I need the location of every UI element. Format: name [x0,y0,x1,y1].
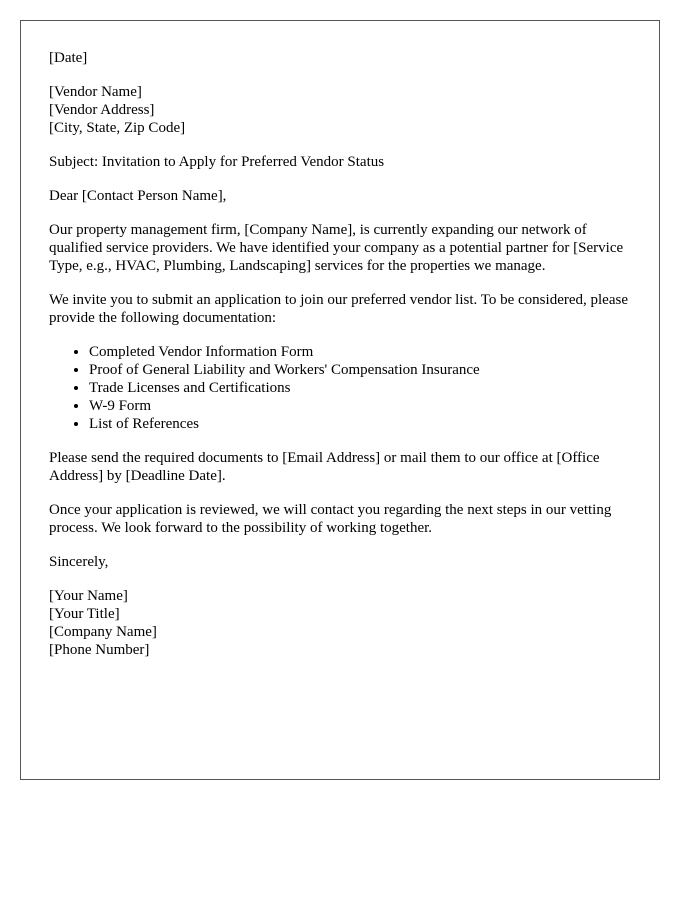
list-item: • Completed Vendor Information Form [89,343,635,361]
signer-phone: [Phone Number] [49,642,150,658]
signer-title: [Your Title] [49,606,120,622]
salutation: Dear [Contact Person Name], [49,188,227,204]
list-item: • W-9 Form [89,397,635,415]
signature-block [49,587,635,659]
letter-page [20,20,660,780]
list-item: • Proof of General Liability and Workers' Compensation Insurance [89,361,635,379]
submission-paragraph: Please send the required documents to [Email Address] or mail them to our office at [Office Address] by [Deadline Date]. [49,450,600,484]
vendor-address: [Vendor Address] [49,102,155,118]
signer-company: [Company Name] [49,624,157,640]
intro-paragraph: Our property management firm, [Company Name], is currently expanding our network of qualified service providers. We have identified your company as a potential partner for [Service Type, e.g., HVAC, Plumbing, Landscaping] services for the properties we manage. [49,222,624,274]
documents-list [49,343,635,433]
list-item: • Trade Licenses and Certifications [89,379,635,397]
vendor-city-state-zip: [City, State, Zip Code] [49,120,186,136]
closing-phrase: Sincerely, [49,554,109,570]
subject-line: Subject: Invitation to Apply for Preferred Vendor Status [49,154,385,170]
signer-name: [Your Name] [49,588,128,604]
recipient-address [49,83,635,137]
invitation-paragraph: We invite you to submit an application to join our preferred vendor list. To be considered, please provide the following documentation: [49,292,628,326]
date-line [49,49,635,67]
letter-date: [Date] [49,50,88,66]
list-item: • List of References [89,415,635,433]
closing-paragraph: Once your application is reviewed, we will contact you regarding the next steps in our vetting process. We look forward to the possibility of working together. [49,502,612,536]
letter-body [49,49,635,675]
vendor-name: [Vendor Name] [49,84,142,100]
